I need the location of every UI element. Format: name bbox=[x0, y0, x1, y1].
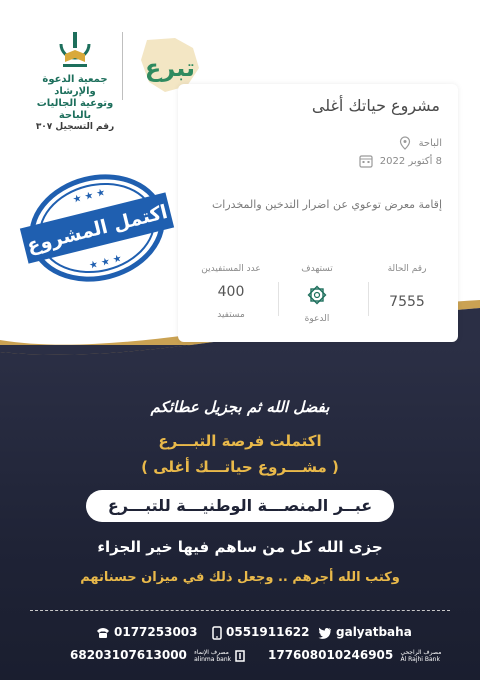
platform-banner bbox=[86, 490, 394, 522]
mobile-icon bbox=[212, 626, 222, 640]
org-name-line2: وتوعية الجاليات بالباحة bbox=[36, 98, 114, 121]
location-row bbox=[399, 136, 442, 150]
target-value: الدعوة bbox=[304, 314, 330, 324]
project-name-line: ( مشـــروع حياتـــك أغلى ) bbox=[141, 458, 339, 476]
alinma-name-en: alinma bank bbox=[194, 655, 232, 663]
completed-line: اكتملت فرصة التبـــرع bbox=[158, 432, 322, 450]
tabarru-logo-text: تبرع bbox=[144, 54, 196, 82]
mosque-book-logo-icon bbox=[57, 30, 93, 70]
stat-separator bbox=[368, 282, 369, 316]
target-label: تستهدف bbox=[301, 264, 333, 274]
alrajhi-bank-account bbox=[268, 648, 441, 663]
reward-line: وكتب الله أجرهم .. وجعل ذلك في ميزان حسناتهم bbox=[80, 570, 400, 585]
calendar-icon bbox=[359, 154, 373, 168]
stat-separator bbox=[278, 282, 279, 316]
mobile-number: 0551911622 bbox=[226, 625, 310, 639]
stamp-text: اكتمل المشروع bbox=[24, 200, 170, 258]
case-number-value: 7555 bbox=[389, 294, 425, 310]
phone-contact bbox=[96, 625, 198, 639]
phone-number: 0177253003 bbox=[114, 625, 198, 639]
twitter-handle: galyatbaha bbox=[336, 625, 412, 639]
alrajhi-name-en: Al Rajhi Bank bbox=[400, 655, 440, 663]
date-text: 8 أكتوبر 2022 bbox=[379, 156, 442, 167]
location-pin-icon bbox=[399, 136, 411, 150]
stat-target bbox=[282, 264, 352, 324]
twitter-icon bbox=[318, 627, 332, 639]
blessing-line: جزى الله كل من ساهم فيها خير الجزاء bbox=[97, 538, 383, 556]
svg-text:★ ★ ★: ★ ★ ★ bbox=[88, 253, 124, 272]
stat-beneficiaries bbox=[196, 264, 266, 320]
twitter-contact bbox=[318, 625, 412, 639]
dashed-divider bbox=[30, 610, 450, 611]
project-card bbox=[178, 84, 458, 342]
mobile-contact bbox=[212, 625, 310, 640]
alinma-bank-account bbox=[70, 648, 249, 663]
alrajhi-name-ar: مصرف الراجحي bbox=[400, 648, 442, 656]
alinma-bank-logo bbox=[194, 649, 231, 663]
platform-text: عبــر المنصـــة الوطنيـــة للتبـــرع bbox=[107, 496, 373, 515]
alinma-name-ar: مصرف الإنماء bbox=[194, 648, 229, 656]
org-logo-block bbox=[20, 30, 130, 132]
alrajhi-bank-logo bbox=[400, 649, 441, 663]
alrajhi-account-number: 177608010246905 bbox=[268, 648, 394, 662]
beneficiaries-unit: مستفيد bbox=[217, 310, 245, 320]
project-completed-stamp bbox=[18, 168, 176, 288]
thanks-line: بفضل الله ثم بجزيل عطائكم bbox=[150, 398, 330, 416]
header-divider bbox=[122, 32, 123, 100]
date-row bbox=[359, 154, 442, 168]
org-registration: رقم التسجيل ٣٠٧ bbox=[35, 122, 115, 132]
beneficiaries-label: عدد المستفيدين bbox=[201, 264, 261, 274]
location-text: الباحة bbox=[418, 138, 442, 149]
stat-case-number bbox=[372, 264, 442, 310]
project-title: مشروع حياتك أغلى bbox=[311, 96, 440, 115]
svg-text:★ ★ ★: ★ ★ ★ bbox=[71, 187, 107, 206]
islamic-star-icon bbox=[306, 284, 328, 306]
phone-icon bbox=[96, 627, 110, 639]
case-number-label: رقم الحالة bbox=[387, 264, 427, 274]
alinma-bank-icon bbox=[235, 650, 245, 662]
beneficiaries-value: 400 bbox=[217, 284, 245, 300]
alinma-account-number: 68203107613000 bbox=[70, 648, 187, 662]
project-description: إقامة معرض توعوي عن اضرار التدخين والمخدرات bbox=[211, 198, 442, 211]
org-name-line1: جمعية الدعوة والإرشاد bbox=[42, 74, 108, 97]
